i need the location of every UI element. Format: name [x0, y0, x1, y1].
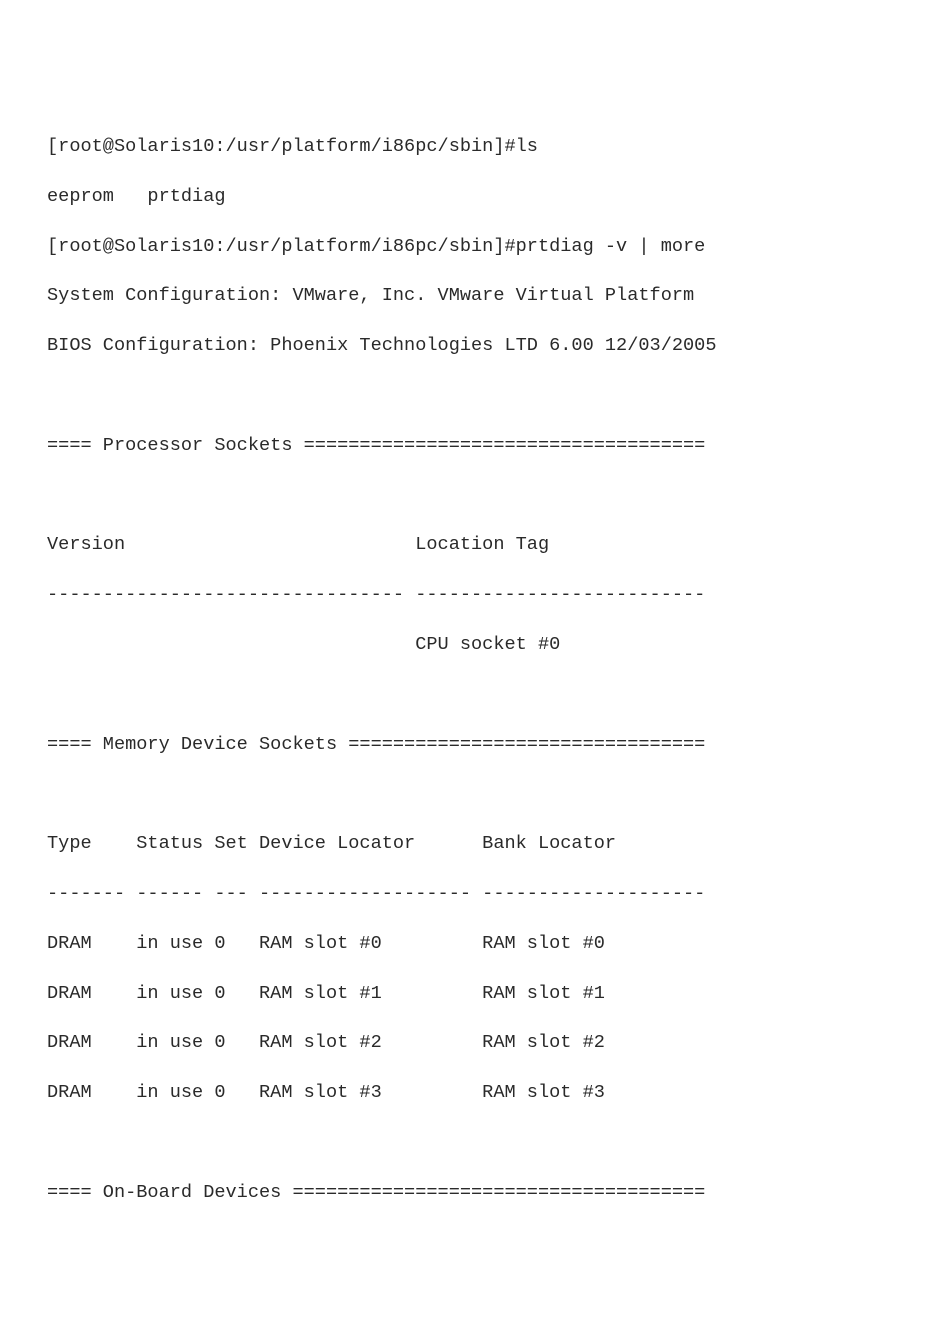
blank-line: [47, 471, 716, 521]
memory-table-header: Type Status Set Device Locator Bank Locator: [47, 833, 617, 855]
blank-line: [47, 1118, 716, 1168]
terminal-output: [47, 122, 716, 1218]
blank-line: [47, 371, 716, 421]
memory-table-row: DRAM in use 0 RAM slot #0 RAM slot #0: [47, 932, 605, 954]
prompt-ls-command: [root@Solaris10:/usr/platform/i86pc/sbin]#ls: [47, 136, 538, 157]
memory-table-separator: ------- ------ --- ------------------- --------------------: [47, 882, 706, 904]
system-configuration-line: System Configuration: VMware, Inc. VMware Virtual Platform: [47, 285, 695, 307]
processor-table-separator: -------------------------------- --------------------------: [47, 584, 706, 606]
processor-sockets-heading: ==== Processor Sockets ====================================: [47, 434, 706, 456]
processor-table-row: CPU socket #0: [47, 633, 561, 655]
memory-table-row: DRAM in use 0 RAM slot #3 RAM slot #3: [47, 1082, 605, 1104]
onboard-devices-heading: ==== On-Board Devices =====================================: [47, 1181, 706, 1203]
ls-output: eeprom prtdiag: [47, 185, 226, 207]
memory-table-row: DRAM in use 0 RAM slot #1 RAM slot #1: [47, 982, 605, 1004]
memory-table-row: DRAM in use 0 RAM slot #2 RAM slot #2: [47, 1032, 605, 1054]
bios-configuration-line: BIOS Configuration: Phoenix Technologies LTD 6.00 12/03/2005: [47, 335, 717, 357]
prompt-prtdiag-command: [root@Solaris10:/usr/platform/i86pc/sbin]#prtdiag -v | more: [47, 235, 706, 257]
memory-sockets-heading: ==== Memory Device Sockets ================================: [47, 733, 706, 755]
blank-line: [47, 769, 716, 819]
processor-table-header: Version Location Tag: [47, 534, 550, 556]
blank-line: [47, 670, 716, 720]
